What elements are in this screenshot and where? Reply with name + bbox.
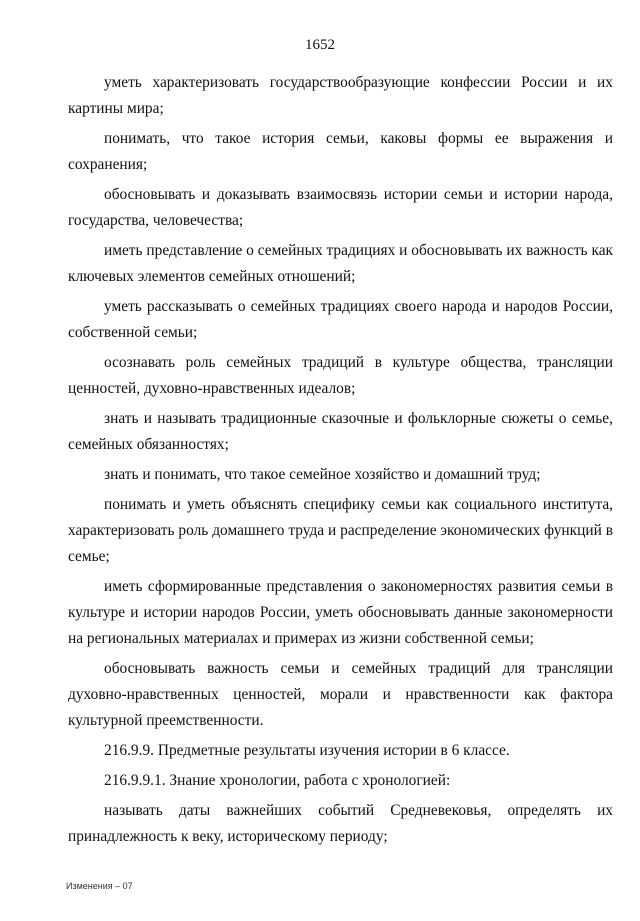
- paragraph-4: иметь представление о семейных традициях и обосновывать их важность как ключевых элементов семейных отношений;: [68, 242, 613, 285]
- paragraph-1: уметь характеризовать государствообразующие конфессии России и их картины мира;: [68, 74, 613, 117]
- footer-note: Изменения – 07: [66, 881, 133, 891]
- paragraph-11: обосновывать важность семьи и семейных традиций для трансляции духовно-нравственных ценностей, морали и нравственности как фактора культурной преемственности.: [68, 660, 613, 729]
- paragraph-7: знать и называть традиционные сказочные и фольклорные сюжеты о семье, семейных обязанностях;: [68, 410, 613, 453]
- paragraph-8: знать и понимать, что такое семейное хозяйство и домашний труд;: [104, 466, 541, 483]
- page-number: 1652: [305, 37, 335, 53]
- paragraph-6: осознавать роль семейных традиций в культуре общества, трансляции ценностей, духовно-нравственных идеалов;: [68, 354, 613, 397]
- paragraph-10: иметь сформированные представления о закономерностях развития семьи в культуре и истории народов России, уметь обосновывать данные закономерности на региональных материалах и примерах из жизни собственной семьи;: [68, 578, 613, 647]
- paragraph-3: обосновывать и доказывать взаимосвязь истории семьи и истории народа, государства, человечества;: [68, 186, 613, 229]
- page-body: [68, 70, 613, 854]
- paragraph-9: понимать и уметь объяснять специфику семьи как социального института, характеризовать роль домашнего труда и распределение экономических функций в семье;: [68, 496, 613, 565]
- paragraph-2: понимать, что такое история семьи, каковы формы ее выражения и сохранения;: [68, 130, 613, 173]
- paragraph-14: называть даты важнейших событий Средневековья, определять их принадлежность к веку, историческому периоду;: [68, 802, 613, 845]
- subsection-heading: 216.9.9.1. Знание хронологии, работа с хронологией:: [104, 772, 451, 789]
- section-heading: 216.9.9. Предметные результаты изучения истории в 6 классе.: [104, 742, 510, 759]
- paragraph-5: уметь рассказывать о семейных традициях своего народа и народов России, собственной семьи;: [68, 298, 613, 341]
